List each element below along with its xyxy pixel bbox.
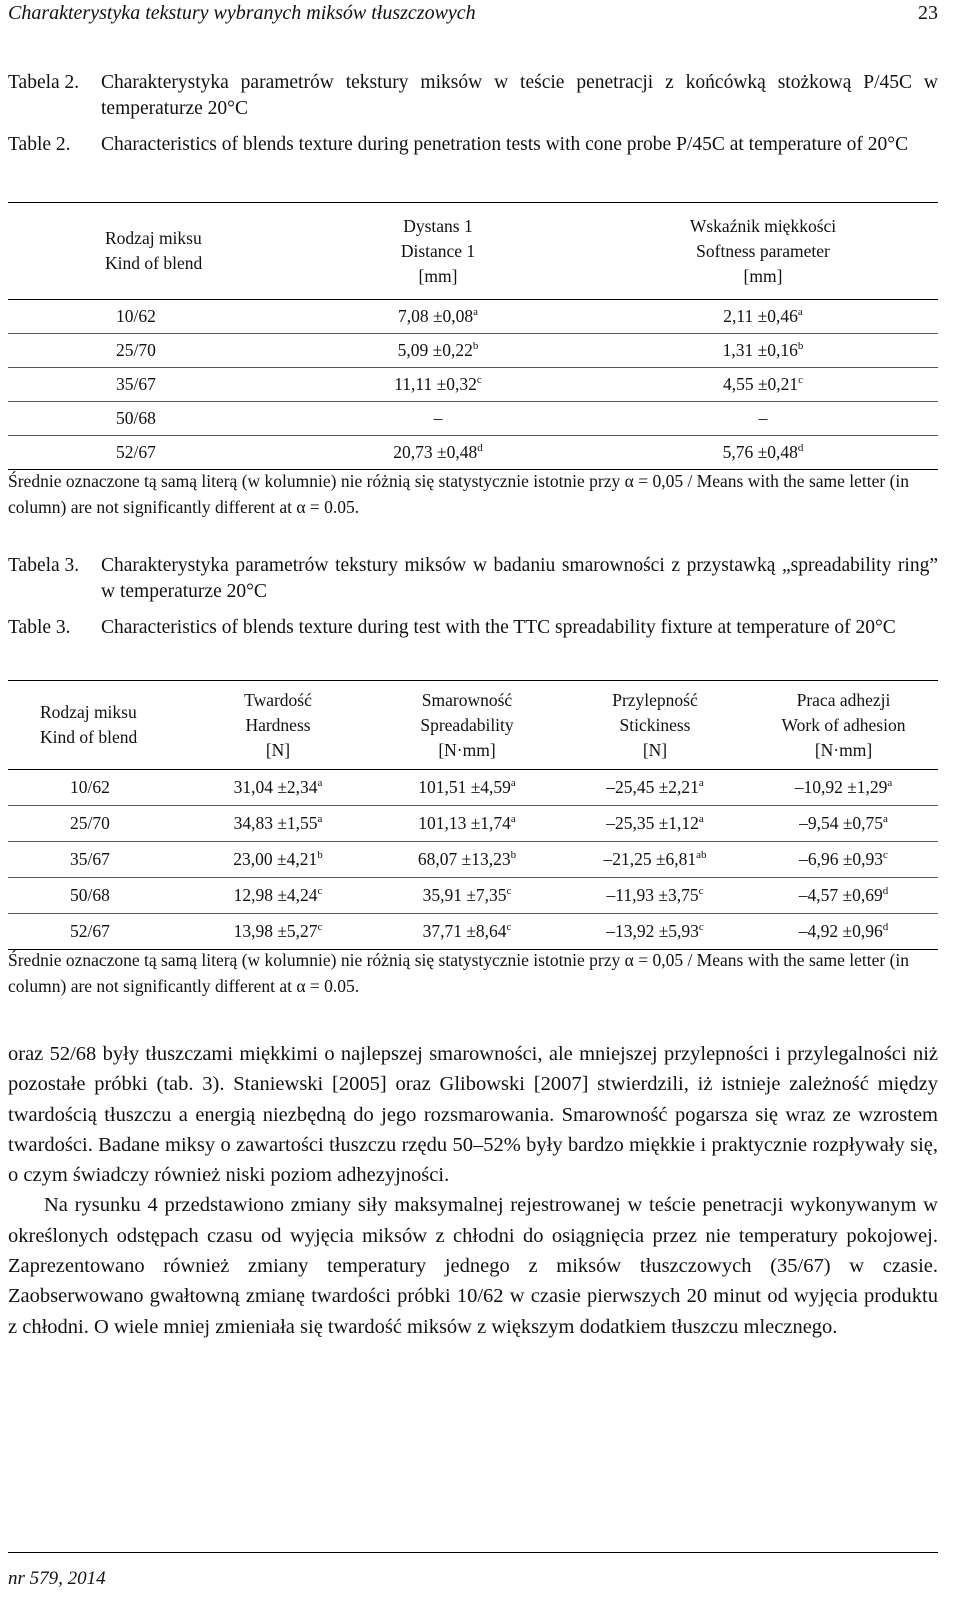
- header-line: [mm]: [418, 265, 458, 286]
- spreadability-cell-value: 35,91 ±7,35: [422, 885, 507, 905]
- work-of-adhesion-cell-value: –6,96 ±0,93: [799, 849, 884, 869]
- distance-cell-group-letter: b: [472, 340, 479, 353]
- table-row: [8, 334, 938, 368]
- header-line: Hardness: [245, 714, 311, 735]
- header-line: Dystans 1: [403, 215, 473, 236]
- kind-cell: [8, 402, 288, 436]
- stickiness-cell-group-letter: ab: [696, 849, 707, 862]
- table2-caption-en-text: Characteristics of blends texture during penetration tests with cone probe P/45C at temperature of 20°C: [101, 134, 909, 155]
- table3: [8, 680, 938, 950]
- softness-cell: [588, 402, 938, 436]
- header-line: Przylepność: [612, 689, 698, 710]
- kind-cell-value: 35/67: [70, 849, 110, 869]
- table2-note: Średnie oznaczone tą samą literą (w kolumnie) nie różnią się statystycznie istotnie przy α = 0,05 / Means with the same letter (in column) are not significantly different at α = 0.05.: [8, 471, 910, 517]
- hardness-cell: [183, 806, 373, 842]
- body-text: [8, 1039, 938, 1342]
- hardness-cell: [183, 914, 373, 950]
- hardness-cell-value: 23,00 ±4,21: [233, 849, 318, 869]
- distance-cell: [288, 300, 588, 334]
- kind-cell: [8, 842, 183, 878]
- softness-cell-value: 2,11 ±0,46: [723, 306, 798, 326]
- hardness-cell-value: 31,04 ±2,34: [233, 777, 318, 797]
- header-line: Rodzaj miksu: [105, 228, 202, 248]
- spreadability-cell: [373, 806, 561, 842]
- header-line: [N]: [265, 739, 291, 760]
- stickiness-cell-group-letter: c: [698, 921, 704, 934]
- softness-cell-value: 5,76 ±0,48: [722, 442, 798, 462]
- stickiness-cell-value: –21,25 ±6,81: [603, 849, 697, 869]
- spreadability-cell-group-letter: c: [506, 921, 512, 934]
- hardness-cell-value: 12,98 ±4,24: [233, 885, 318, 905]
- header-line: Twardość: [244, 689, 312, 710]
- work-of-adhesion-cell: [749, 842, 938, 878]
- work-of-adhesion-cell: [749, 878, 938, 914]
- table3-header-row: [8, 681, 938, 770]
- distance-cell-value: –: [433, 408, 443, 428]
- softness-cell-value: 1,31 ±0,16: [722, 340, 798, 360]
- work-of-adhesion-cell-group-letter: d: [882, 885, 889, 898]
- softness-cell-value: –: [758, 408, 768, 428]
- table3-header-kind: [8, 681, 183, 770]
- header-line: Praca adhezji: [796, 689, 891, 710]
- spreadability-cell: [373, 878, 561, 914]
- body-paragraph-2: Na rysunku 4 przedstawiono zmiany siły maksymalnej rejestrowanej w teście penetracji wykonywanym w określonych odstępach czasu od wyjęcia miksów z chłodni do osiągnięcia przez nie temperatury pokojowej. Zaprezentowano również zmiany temperatury jednego z miksów tłuszczowych (35/67) w czasie. Zaobserwowano gwałtowną zmianę twardości próbki 10/62 w czasie pierwszych 20 minut od wyjęcia produktu z chłodni. O wiele mniej zmieniała się twardość miksów z większym dodatkiem tłuszczu mlecznego.: [8, 1194, 938, 1338]
- spreadability-cell-group-letter: b: [510, 849, 517, 862]
- spreadability-cell: [373, 770, 561, 806]
- stickiness-cell: [561, 770, 749, 806]
- softness-cell-value: 4,55 ±0,21: [722, 374, 799, 394]
- footer-text: nr 579, 2014: [8, 1568, 106, 1589]
- work-of-adhesion-cell-value: –10,92 ±1,29: [794, 777, 888, 797]
- table2-header-kind: [8, 203, 288, 300]
- work-of-adhesion-cell-value: –9,54 ±0,75: [799, 813, 884, 833]
- stickiness-cell: [561, 842, 749, 878]
- kind-cell: [8, 914, 183, 950]
- table-row: [8, 436, 938, 470]
- spreadability-cell-value: 101,51 ±4,59: [418, 777, 511, 797]
- table3-caption-pl-text: Charakterystyka parametrów tekstury miksów w badaniu smarowności z przystawką „spreadability ring” w temperaturze 20°C: [101, 555, 938, 602]
- table3-caption-en-text: Characteristics of blends texture during test with the TTC spreadability fixture at temperature of 20°C: [101, 617, 896, 638]
- stickiness-cell: [561, 914, 749, 950]
- header-line: [mm]: [743, 265, 783, 286]
- distance-cell-value: 11,11 ±0,32: [394, 374, 477, 394]
- stickiness-cell-group-letter: a: [698, 777, 704, 790]
- softness-cell-group-letter: d: [797, 442, 804, 455]
- table-row: [8, 806, 938, 842]
- softness-cell: [588, 334, 938, 368]
- running-head: [8, 2, 938, 25]
- work-of-adhesion-cell-value: –4,57 ±0,69: [798, 885, 883, 905]
- softness-cell-group-letter: c: [798, 374, 804, 387]
- work-of-adhesion-cell: [749, 806, 938, 842]
- header-line: Stickiness: [619, 714, 691, 735]
- header-line: Work of adhesion: [781, 714, 906, 735]
- table3-caption-pl: [8, 553, 938, 605]
- distance-cell-group-letter: a: [473, 306, 479, 319]
- work-of-adhesion-cell-group-letter: d: [882, 921, 889, 934]
- table2-label-en: Table 2.: [8, 134, 71, 155]
- table-row: [8, 368, 938, 402]
- spreadability-cell-value: 68,07 ±13,23: [417, 849, 511, 869]
- stickiness-cell-group-letter: c: [698, 885, 704, 898]
- softness-cell: [588, 300, 938, 334]
- table2-label-pl: Tabela 2.: [8, 72, 80, 93]
- stickiness-cell-value: –13,92 ±5,93: [606, 921, 699, 941]
- header-line: Smarowność: [421, 689, 513, 710]
- work-of-adhesion-cell-group-letter: a: [887, 777, 893, 790]
- work-of-adhesion-cell: [749, 770, 938, 806]
- table2-header-softness: [588, 203, 938, 300]
- spreadability-cell-group-letter: a: [510, 777, 516, 790]
- hardness-cell-group-letter: a: [317, 777, 323, 790]
- table3-header-stickiness: [561, 681, 749, 770]
- stickiness-cell-group-letter: a: [698, 813, 704, 826]
- kind-cell-value: 50/68: [70, 885, 110, 905]
- kind-cell: [8, 436, 288, 470]
- table3-header-work-of-adhesion: [749, 681, 938, 770]
- table2-header-distance: [288, 203, 588, 300]
- softness-cell-group-letter: b: [797, 340, 804, 353]
- softness-cell: [588, 368, 938, 402]
- kind-cell: [8, 770, 183, 806]
- table3-label-en: Table 3.: [8, 617, 71, 638]
- footer-rule: [8, 1552, 938, 1553]
- kind-cell-value: 10/62: [70, 777, 110, 797]
- kind-cell: [8, 368, 288, 402]
- softness-cell: [588, 436, 938, 470]
- work-of-adhesion-cell-value: –4,92 ±0,96: [798, 921, 883, 941]
- distance-cell: [288, 368, 588, 402]
- work-of-adhesion-cell-group-letter: a: [883, 813, 888, 826]
- hardness-cell-value: 34,83 ±1,55: [233, 813, 318, 833]
- table3-caption-en: [8, 615, 938, 641]
- table2-header-row: [8, 203, 938, 300]
- stickiness-cell-value: –25,45 ±2,21: [606, 777, 699, 797]
- table3-header-spreadability: [373, 681, 561, 770]
- table3-header-hardness: [183, 681, 373, 770]
- softness-cell-group-letter: a: [797, 306, 803, 319]
- hardness-cell-group-letter: a: [317, 813, 323, 826]
- hardness-cell: [183, 842, 373, 878]
- spreadability-cell-group-letter: c: [506, 885, 512, 898]
- body-paragraph-1: oraz 52/68 były tłuszczami miękkimi o najlepszej smarowności, ale mniejszej przylepności i przylegalności niż pozostałe próbki (tab. 3). Staniewski [2005] oraz Glibowski [2007] stwierdzili, iż istnieje zależność między twardością tłuszczu a energią niezbędną do jego rozsmarowania. Smarowność pogarsza się wraz ze wzrostem twardości. Badane miksy o zawartości tłuszczu rzędu 50–52% były bardzo miękkie i praktycznie rozpływały się, o czym świadczy również niski poziom adhezyjności.: [8, 1043, 938, 1187]
- kind-cell-value: 35/67: [116, 374, 156, 394]
- header-line: Spreadability: [420, 714, 514, 735]
- kind-cell-value: 52/67: [70, 921, 110, 941]
- header-line: [N·mm]: [814, 739, 873, 760]
- distance-cell-group-letter: c: [476, 374, 482, 387]
- hardness-cell-value: 13,98 ±5,27: [233, 921, 318, 941]
- distance-cell-group-letter: d: [477, 442, 483, 455]
- table3-note: Średnie oznaczone tą samą literą (w kolumnie) nie różnią się statystycznie istotnie przy α = 0,05 / Means with the same letter (in column) are not significantly different at α = 0.05.: [8, 950, 910, 996]
- header-line: Distance 1: [400, 240, 476, 261]
- table-row: [8, 300, 938, 334]
- spreadability-cell: [373, 842, 561, 878]
- spreadability-cell-value: 37,71 ±8,64: [422, 921, 507, 941]
- kind-cell: [8, 806, 183, 842]
- table-row: [8, 770, 938, 806]
- spreadability-cell-value: 101,13 ±1,74: [418, 813, 511, 833]
- table3-label-pl: Tabela 3.: [8, 555, 80, 576]
- kind-cell-value: 50/68: [116, 408, 156, 428]
- header-line: Kind of blend: [105, 253, 203, 273]
- stickiness-cell: [561, 806, 749, 842]
- table-row: [8, 402, 938, 436]
- distance-cell: [288, 334, 588, 368]
- hardness-cell-group-letter: b: [317, 849, 323, 862]
- kind-cell-value: 52/67: [116, 442, 156, 462]
- header-line: [N]: [642, 739, 668, 760]
- kind-cell: [8, 300, 288, 334]
- distance-cell: [288, 436, 588, 470]
- stickiness-cell: [561, 878, 749, 914]
- table2-caption-pl: [8, 70, 938, 122]
- running-head-title: Charakterystyka tekstury wybranych miksów tłuszczowych: [8, 2, 476, 24]
- spreadability-cell: [373, 914, 561, 950]
- hardness-cell: [183, 878, 373, 914]
- spreadability-cell-group-letter: a: [510, 813, 516, 826]
- stickiness-cell-value: –25,35 ±1,12: [606, 813, 699, 833]
- kind-cell-value: 10/62: [116, 306, 156, 326]
- table-row: [8, 842, 938, 878]
- kind-cell: [8, 334, 288, 368]
- distance-cell-value: 5,09 ±0,22: [397, 340, 473, 360]
- hardness-cell-group-letter: c: [317, 885, 323, 898]
- header-line: Softness parameter: [696, 240, 830, 261]
- header-line: Wskaźnik miękkości: [689, 215, 837, 236]
- header-line: [N·mm]: [438, 739, 496, 760]
- header-line: Rodzaj miksu: [40, 702, 137, 722]
- table-row: [8, 914, 938, 950]
- work-of-adhesion-cell-group-letter: c: [883, 849, 888, 862]
- hardness-cell-group-letter: c: [317, 921, 323, 934]
- distance-cell-value: 7,08 ±0,08: [397, 306, 474, 326]
- table2-caption-pl-text: Charakterystyka parametrów tekstury miksów w teście penetracji z końcówką stożkową P/45C w temperaturze 20°C: [101, 72, 938, 119]
- distance-cell-value: 20,73 ±0,48: [393, 442, 478, 462]
- page-number: 23: [918, 2, 938, 24]
- header-line: Kind of blend: [40, 727, 138, 747]
- table2-caption-en: [8, 132, 938, 158]
- distance-cell: [288, 402, 588, 436]
- kind-cell-value: 25/70: [116, 340, 156, 360]
- stickiness-cell-value: –11,93 ±3,75: [606, 885, 699, 905]
- work-of-adhesion-cell: [749, 914, 938, 950]
- hardness-cell: [183, 770, 373, 806]
- table2: [8, 202, 938, 470]
- kind-cell-value: 25/70: [70, 813, 110, 833]
- table-row: [8, 878, 938, 914]
- kind-cell: [8, 878, 183, 914]
